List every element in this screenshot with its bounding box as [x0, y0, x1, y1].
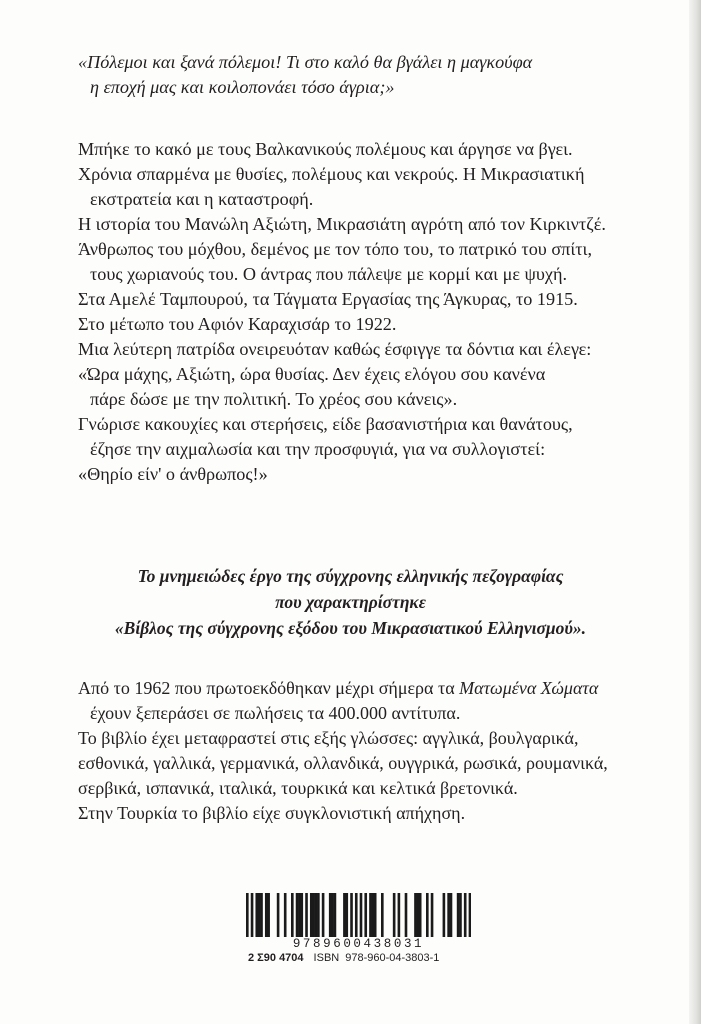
- publication-line: Το βιβλίο έχει μεταφραστεί στις εξής γλώσσες: αγγλικά, βουλγαρικά,: [78, 728, 579, 748]
- barcode-bar: [393, 893, 396, 937]
- barcode-bar: [246, 893, 249, 937]
- barcode-bar: [419, 893, 422, 937]
- publication-line: εσθονικά, γαλλικά, γερμανικά, ολλανδικά, ουγγρικά, ρωσικά, ρουμανικά,: [78, 753, 608, 773]
- opening-quote: [78, 50, 678, 100]
- barcode-bar: [345, 893, 348, 937]
- barcode: [246, 893, 471, 964]
- synopsis-line: Μπήκε το κακό με τους Βαλκανικούς πολέμους και άργησε να βγει.: [78, 139, 573, 159]
- publication-line: σερβικά, ισπανικά, ιταλικά, τουρκικά και κελτικά βρετονικά.: [78, 778, 518, 798]
- barcode-bar: [360, 893, 363, 937]
- barcode-bar: [329, 893, 332, 937]
- quote-line: «Πόλεμοι και ξανά πόλεμοι! Τι στο καλό θα βγάλει η μαγκούφα: [78, 52, 533, 72]
- synopsis-line: «Θηρίο είν' ο άνθρωπος!»: [78, 464, 268, 484]
- tagline-line: Το μνημειώδες έργο της σύγχρονης ελληνικής πεζογραφίας: [137, 566, 564, 586]
- barcode-bar: [343, 893, 346, 937]
- barcode-bar: [312, 893, 315, 937]
- synopsis-line: Στο μέτωπο του Αφιόν Καραχισάρ το 1922.: [78, 314, 397, 334]
- synopsis: [78, 137, 678, 487]
- book-title: Ματωμένα Χώματα: [459, 678, 599, 698]
- barcode-bar: [426, 893, 429, 937]
- barcode-bar: [322, 893, 325, 937]
- publication-line-text: Από το 1962 που πρωτοεκδόθηκαν μέχρι σήμερα τα: [78, 678, 460, 698]
- barcode-bar: [315, 893, 318, 937]
- barcode-bar: [265, 893, 268, 937]
- barcode-bar: [447, 893, 450, 937]
- barcode-bar: [417, 893, 420, 937]
- barcode-bar: [372, 893, 375, 937]
- isbn-label: ISBN: [313, 952, 340, 964]
- isbn-number: 978-960-04-3803-1: [345, 952, 440, 964]
- quote-line: η εποχή μας και κοιλοπονάει τόσο άγρια;»: [90, 77, 395, 97]
- synopsis-line: πάρε δώσε με την πολιτική. Το χρέος σου κάνεις».: [90, 389, 458, 409]
- synopsis-line: έζησε την αιχμαλωσία και την προσφυγιά, για να συλλογιστεί:: [90, 439, 546, 459]
- barcode-bar: [334, 893, 337, 937]
- barcode-bar: [450, 893, 453, 937]
- barcode-bar: [398, 893, 401, 937]
- barcode-bar: [258, 893, 261, 937]
- barcode-bar: [364, 893, 367, 937]
- barcode-bar: [255, 893, 258, 937]
- barcode-bar: [414, 893, 417, 937]
- barcode-bar: [457, 893, 460, 937]
- barcode-bar: [298, 893, 301, 937]
- publication-info: [78, 676, 678, 826]
- barcode-bar: [331, 893, 334, 937]
- product-code: 2 Σ90 4704: [248, 952, 304, 964]
- synopsis-line: «Ώρα μάχης, Αξιώτη, ώρα θυσίας. Δεν έχεις ελόγου σου κανένα: [78, 364, 546, 384]
- barcode-bar: [464, 893, 467, 937]
- barcode-bar: [350, 893, 353, 937]
- isbn-line: [248, 952, 488, 964]
- barcode-digits: 9789600438031: [292, 937, 425, 951]
- barcode-bar: [310, 893, 313, 937]
- synopsis-line: Η ιστορία του Μανώλη Αξιώτη, Μικρασιάτη αγρότη από τον Κιρκιντζέ.: [78, 214, 606, 234]
- barcode-bars: [246, 893, 471, 937]
- publication-line: [78, 676, 678, 701]
- tagline-line: που χαρακτηρίστηκε: [275, 592, 426, 612]
- barcode-bar: [317, 893, 320, 937]
- synopsis-line: Χρόνια σπαρμένα με θυσίες, πολέμους και νεκρούς. Η Μικρασιατική: [78, 164, 585, 184]
- barcode-bar: [296, 893, 299, 937]
- barcode-bar: [267, 893, 270, 937]
- publication-line: Στην Τουρκία το βιβλίο είχε συγκλονιστική απήχηση.: [78, 803, 466, 823]
- synopsis-line: τους χωριανούς του. Ο άντρας που πάλεψε με κορμί και με ψυχή.: [90, 264, 568, 284]
- barcode-bar: [381, 893, 384, 937]
- barcode-bar: [260, 893, 263, 937]
- barcode-bar: [369, 893, 372, 937]
- synopsis-line: Στα Αμελέ Ταμπουρού, τα Τάγματα Εργασίας της Άγκυρας, το 1915.: [78, 289, 578, 309]
- barcode-bar: [300, 893, 303, 937]
- barcode-bar: [291, 893, 294, 937]
- barcode-bar: [431, 893, 434, 937]
- page-edge-shadow: [689, 0, 701, 1024]
- publication-line: έχουν ξεπεράσει σε πωλήσεις τα 400.000 αντίτυπα.: [90, 703, 461, 723]
- barcode-bar: [305, 893, 308, 937]
- barcode-bar: [251, 893, 254, 937]
- synopsis-line: Μια λεύτερη πατρίδα ονειρευόταν καθώς έσφιγγε τα δόντια και έλεγε:: [78, 339, 592, 359]
- barcode-bar: [459, 893, 462, 937]
- barcode-bar: [469, 893, 471, 937]
- barcode-bar: [284, 893, 287, 937]
- tagline-line: «Βίβλος της σύγχρονης εξόδου του Μικρασιατικού Ελληνισμού».: [114, 618, 587, 638]
- barcode-bar: [443, 893, 446, 937]
- barcode-bar: [277, 893, 280, 937]
- synopsis-line: Άνθρωπος του μόχθου, δεμένος με τον τόπο του, το πατρικό του σπίτι,: [78, 239, 592, 259]
- synopsis-line: εκστρατεία και η καταστροφή.: [90, 189, 314, 209]
- barcode-bar: [405, 893, 408, 937]
- barcode-bar: [374, 893, 377, 937]
- barcode-bar: [355, 893, 358, 937]
- synopsis-line: Γνώρισε κακουχίες και στερήσεις, είδε βασανιστήρια και θανάτους,: [78, 414, 573, 434]
- tagline: [0, 563, 701, 641]
